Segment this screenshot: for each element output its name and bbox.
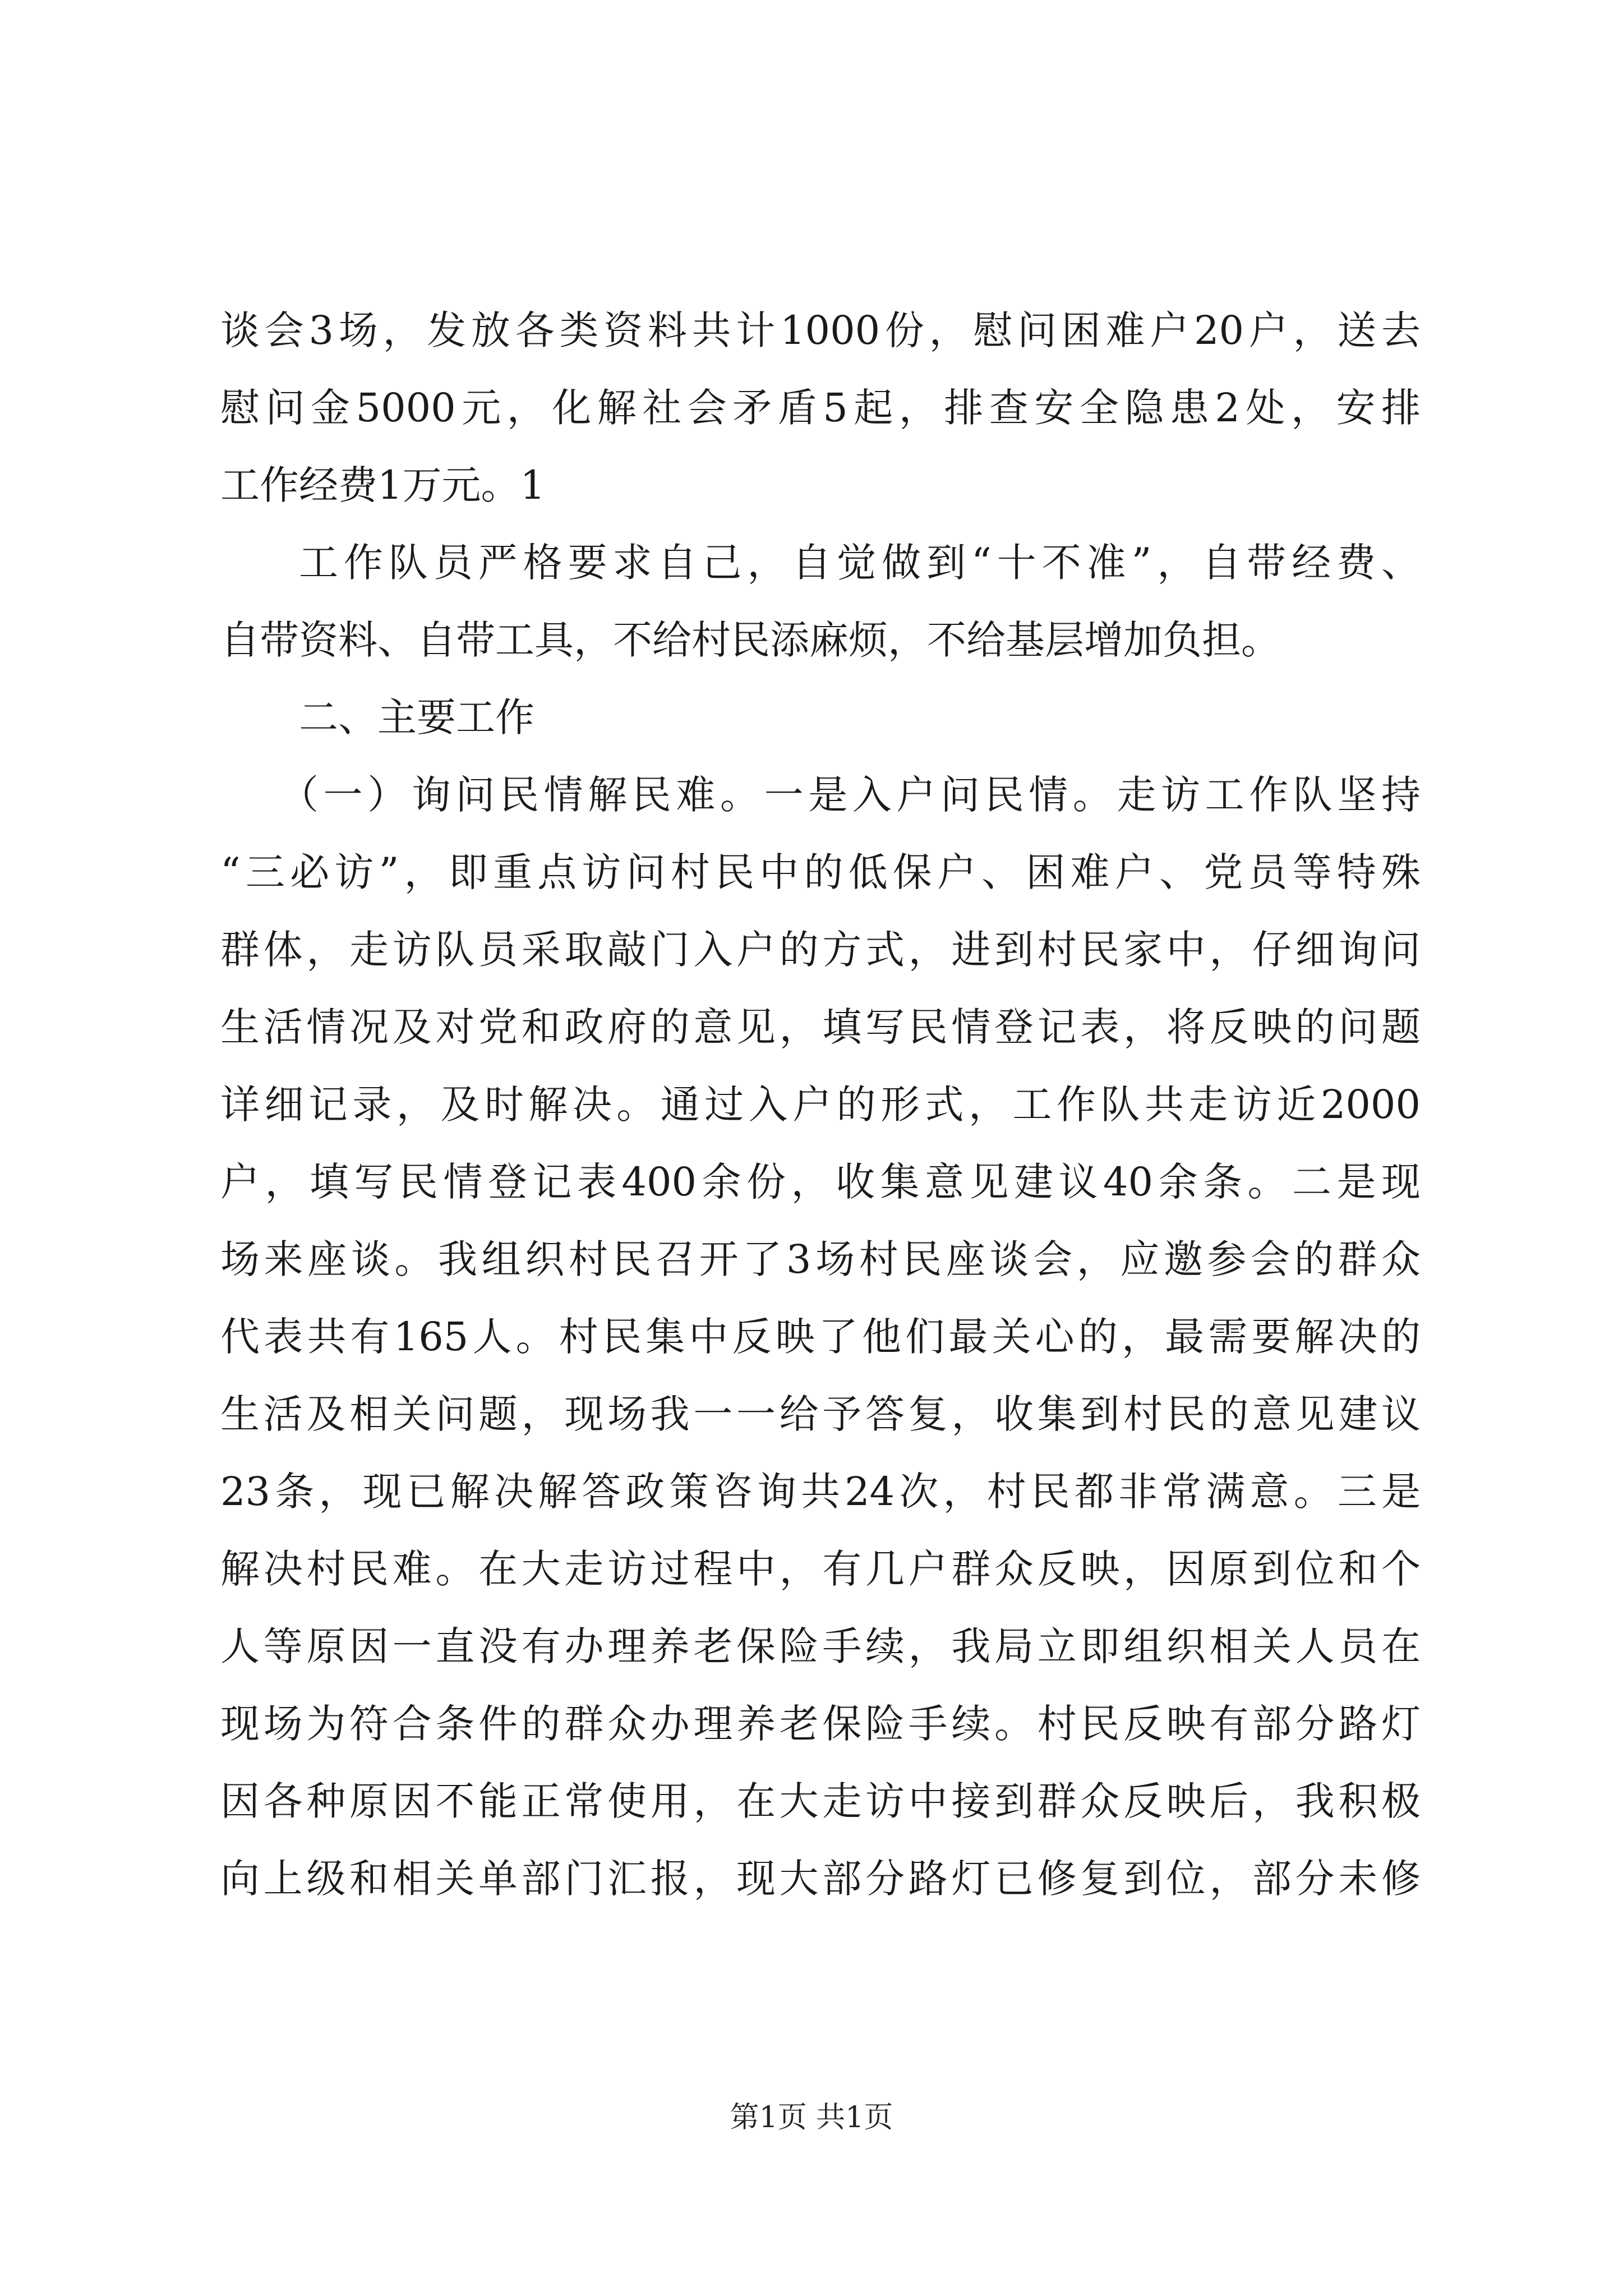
text-line: 代表共有165人。村民集中反映了他们最关心的，最需要解决的 [220, 1314, 1421, 1360]
text-line: 工作经费1万元。1 [220, 462, 546, 508]
text-line: 群体，走访队员采取敲门入户的方式，进到村民家中，仔细询问 [220, 927, 1421, 973]
text-line: 向上级和相关单部门汇报，现大部分路灯已修复到位，部分未修 [220, 1856, 1421, 1902]
text-line: 因各种原因不能正常使用，在大走访中接到群众反映后，我积极 [220, 1778, 1421, 1824]
text-line: 场来座谈。我组织村民召开了3场村民座谈会，应邀参会的群众 [220, 1236, 1421, 1282]
paragraph-start-line: （一）询问民情解民难。一是入户问民情。走访工作队坚持 [279, 772, 1421, 818]
section-heading: 二、主要工作 [299, 694, 534, 740]
text-line: 23条，现已解决解答政策咨询共24次，村民都非常满意。三是 [220, 1469, 1421, 1515]
text-line: 谈会3场，发放各类资料共计1000份，慰问困难户20户，送去 [220, 307, 1421, 353]
paragraph-start-line: 工作队员严格要求自己，自觉做到“十不准”，自带经费、 [299, 540, 1421, 586]
text-line: 人等原因一直没有办理养老保险手续，我局立即组织相关人员在 [220, 1623, 1421, 1669]
text-line: 慰问金5000元，化解社会矛盾5起，排查安全隐患2处，安排 [220, 385, 1421, 431]
text-line: 户，填写民情登记表400余份，收集意见建议40余条。二是现 [220, 1159, 1421, 1205]
text-line: 生活及相关问题，现场我一一给予答复，收集到村民的意见建议 [220, 1391, 1421, 1437]
text-line: “三必访”，即重点访问村民中的低保户、困难户、党员等特殊 [220, 849, 1421, 895]
page-number-footer: 第1页 共1页 [730, 2101, 893, 2134]
text-line: 生活情况及对党和政府的意见，填写民情登记表，将反映的问题 [220, 1004, 1421, 1050]
document-body [220, 292, 1421, 1917]
text-line: 自带资料、自带工具，不给村民添麻烦，不给基层增加负担。 [220, 617, 1280, 663]
text-line: 解决村民难。在大走访过程中，有几户群众反映，因原到位和个 [220, 1546, 1421, 1592]
text-line: 详细记录，及时解决。通过入户的形式，工作队共走访近2000 [220, 1082, 1421, 1128]
text-line: 现场为符合条件的群众办理养老保险手续。村民反映有部分路灯 [220, 1701, 1421, 1747]
